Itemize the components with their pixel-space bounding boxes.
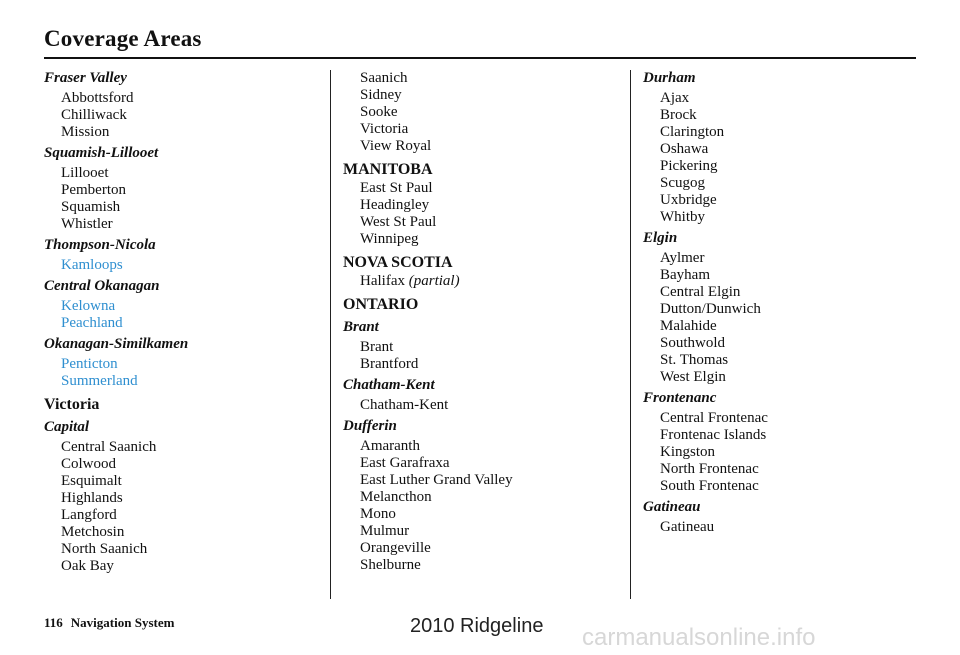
- city-list: [343, 70, 623, 155]
- region-heading: Fraser Valley: [44, 70, 127, 86]
- city-list: [44, 165, 324, 233]
- city-item: Chatham-Kent: [360, 397, 449, 413]
- city-link[interactable]: Kamloops: [61, 257, 123, 273]
- city-item: Central Elgin: [660, 284, 741, 300]
- region-heading: Frontenanc: [643, 390, 717, 406]
- region-heading: Elgin: [643, 230, 678, 246]
- region-heading: Thompson-Nicola: [44, 237, 156, 253]
- city-list: [343, 339, 623, 373]
- city-item: Headingley: [360, 197, 430, 213]
- city-item: Kingston: [660, 444, 716, 460]
- city-item: Mono: [360, 506, 396, 522]
- city-list: [343, 273, 623, 290]
- city-item: [360, 273, 623, 290]
- city-item: Amaranth: [360, 438, 420, 454]
- city-item: Oak Bay: [61, 558, 114, 574]
- region-heading: Brant: [343, 319, 379, 335]
- city-item: Southwold: [660, 335, 726, 351]
- page-number: 116: [44, 615, 63, 630]
- city-item: View Royal: [360, 138, 432, 154]
- city-item: Langford: [61, 507, 117, 523]
- region-heading: Dufferin: [343, 418, 397, 434]
- city-item: Abbottsford: [61, 90, 134, 106]
- city-list: [44, 356, 324, 390]
- column-1: [44, 70, 324, 575]
- city-item: Bayham: [660, 267, 710, 283]
- city-item: Central Frontenac: [660, 410, 768, 426]
- city-list: [44, 257, 324, 274]
- city-item: St. Thomas: [660, 352, 729, 368]
- city-item: Dutton/Dunwich: [660, 301, 761, 317]
- city-item: Gatineau: [660, 519, 715, 535]
- city-item: Victoria: [360, 121, 409, 137]
- city-item: Whistler: [61, 216, 113, 232]
- city-item: North Saanich: [61, 541, 148, 557]
- city-link[interactable]: Summerland: [61, 373, 138, 389]
- city-item: North Frontenac: [660, 461, 759, 477]
- city-item: Esquimalt: [61, 473, 122, 489]
- column-divider: [630, 70, 631, 599]
- city-item: Orangeville: [360, 540, 431, 556]
- city-list: [343, 438, 623, 574]
- city-item: Pemberton: [61, 182, 126, 198]
- city-link[interactable]: Kelowna: [61, 298, 116, 314]
- city-item: Winnipeg: [360, 231, 419, 247]
- city-item: Colwood: [61, 456, 117, 472]
- region-heading: Durham: [643, 70, 696, 86]
- column-3: [643, 70, 923, 536]
- region-heading: Squamish-Lillooet: [44, 145, 159, 161]
- city-item: Ajax: [660, 90, 690, 106]
- city-item: Clarington: [660, 124, 725, 140]
- region-heading: Okanagan-Similkamen: [44, 336, 189, 352]
- city-item: East St Paul: [360, 180, 433, 196]
- city-name: Halifax: [360, 273, 405, 289]
- watermark: 2010 Ridgeline: [410, 615, 544, 637]
- city-item: Brant: [360, 339, 394, 355]
- province-heading: ONTARIO: [343, 296, 419, 313]
- city-item: Aylmer: [660, 250, 705, 266]
- city-item: Saanich: [360, 70, 408, 86]
- column-2: [343, 70, 623, 574]
- city-link[interactable]: Penticton: [61, 356, 118, 372]
- city-item: Chilliwack: [61, 107, 127, 123]
- city-list: [44, 298, 324, 332]
- city-item: Oshawa: [660, 141, 709, 157]
- region-heading: Central Okanagan: [44, 278, 160, 294]
- city-item: Brock: [660, 107, 697, 123]
- city-item: Scugog: [660, 175, 705, 191]
- city-item: Uxbridge: [660, 192, 717, 208]
- city-item: East Luther Grand Valley: [360, 472, 513, 488]
- city-list: [643, 250, 923, 386]
- city-list: [643, 519, 923, 536]
- city-list: [343, 397, 623, 414]
- city-item: Metchosin: [61, 524, 125, 540]
- city-item: East Garafraxa: [360, 455, 450, 471]
- partial-note: (partial): [408, 273, 460, 289]
- city-item: Malahide: [660, 318, 717, 334]
- city-item: West St Paul: [360, 214, 437, 230]
- city-item: Central Saanich: [61, 439, 157, 455]
- city-item: Highlands: [61, 490, 123, 506]
- city-item: Pickering: [660, 158, 718, 174]
- city-item: Sooke: [360, 104, 398, 120]
- city-list: [343, 180, 623, 248]
- footer-label: Navigation System: [70, 615, 175, 630]
- province-heading: Victoria: [44, 396, 100, 413]
- city-item: Mission: [61, 124, 110, 140]
- city-item: Shelburne: [360, 557, 421, 573]
- city-item: Squamish: [61, 199, 121, 215]
- page-title: Coverage Areas: [44, 26, 202, 51]
- region-heading: Chatham-Kent: [343, 377, 435, 393]
- column-divider: [330, 70, 331, 599]
- city-item: Melancthon: [360, 489, 432, 505]
- city-link[interactable]: Peachland: [61, 315, 123, 331]
- province-heading: MANITOBA: [343, 161, 433, 178]
- province-heading: NOVA SCOTIA: [343, 254, 453, 271]
- city-item: Brantford: [360, 356, 419, 372]
- city-item: Whitby: [660, 209, 705, 225]
- footer: [44, 615, 174, 631]
- city-list: [643, 90, 923, 226]
- region-heading: Gatineau: [643, 499, 701, 515]
- city-item: Lillooet: [61, 165, 109, 181]
- city-item: Mulmur: [360, 523, 410, 539]
- city-item: Frontenac Islands: [660, 427, 767, 443]
- title-rule: [44, 57, 916, 59]
- region-heading: Capital: [44, 419, 90, 435]
- city-list: [44, 439, 324, 575]
- city-item: West Elgin: [660, 369, 726, 385]
- watermark-url: carmanualsonline.info: [582, 624, 816, 651]
- city-list: [643, 410, 923, 495]
- city-list: [44, 90, 324, 141]
- city-item: South Frontenac: [660, 478, 759, 494]
- city-item: Sidney: [360, 87, 402, 103]
